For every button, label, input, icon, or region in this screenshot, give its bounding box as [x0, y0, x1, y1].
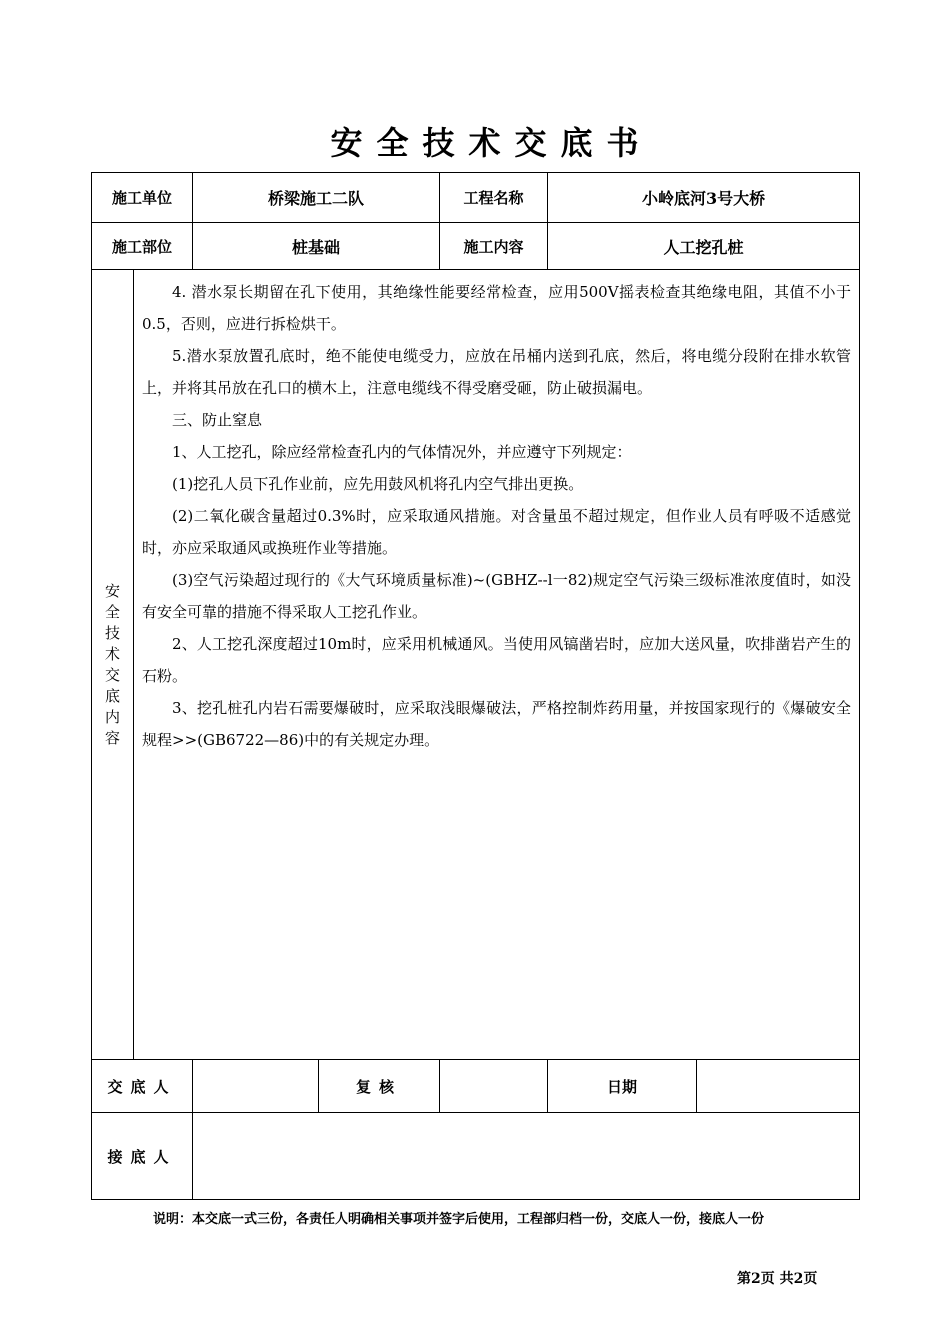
paragraph: 5.潜水泵放置孔底时，绝不能使电缆受力，应放在吊桶内送到孔底，然后，将电缆分段附在排水软管上，并将其吊放在孔口的横木上，注意电缆线不得受磨受砸，防止破损漏电。: [142, 347, 852, 397]
paragraph: (1)挖孔人员下孔作业前，应先用鼓风机将孔内空气排出更换。: [172, 475, 584, 493]
paragraph: (2)二氧化碳含量超过0.3%时，应采取通风措施。对含量虽不超过规定，但作业人员有呼吸不适感觉时，亦应采取通风或换班作业等措施。: [142, 507, 852, 557]
receiver-row: [92, 1113, 860, 1200]
review-signature-field[interactable]: [440, 1060, 548, 1113]
signature-row: [92, 1060, 860, 1113]
receiver-label: 接底人: [92, 1113, 193, 1200]
paragraph: 3、挖孔桩孔内岩石需要爆破时，应采取浅眼爆破法，严格控制炸药用量，并按国家现行的《爆破安全规程>>(GB6722—86)中的有关规定办理。: [142, 699, 852, 749]
review-label: 复核: [319, 1060, 440, 1113]
section-heading: 三、防止窒息: [172, 411, 263, 429]
date-field[interactable]: [697, 1060, 860, 1113]
paragraph: 2、人工挖孔深度超过10m时，应采用机械通风。当使用风镐凿岩时，应加大送风量，吹排凿岩产生的石粉。: [142, 635, 852, 685]
project-value: 小岭底河3号大桥: [548, 173, 860, 223]
content-row: [92, 270, 860, 1060]
paragraph: (3)空气污染超过现行的《大气环境质量标准)~(GBHZ--l一82)规定空气污染三级标准浓度值时，如没有安全可靠的措施不得采取人工挖孔作业。: [142, 571, 852, 621]
unit-label: 施工单位: [92, 173, 193, 223]
part-label: 施工部位: [92, 223, 193, 270]
date-label: 日期: [548, 1060, 697, 1113]
document-title: 安全技术交底书: [330, 124, 653, 162]
disclosure-content: [134, 270, 860, 1060]
unit-value: 桥梁施工二队: [193, 173, 440, 223]
footnote: 说明：本交底一式三份，各责任人明确相关事项并签字后使用，工程部归档一份，交底人一份，接底人一份: [153, 1212, 765, 1227]
part-value: 桩基础: [193, 223, 440, 270]
disclosure-table: [91, 172, 860, 1200]
paragraph: 1、人工挖孔，除应经常检查孔内的气体情况外，并应遵守下列规定：: [172, 443, 632, 461]
paragraph: 4. 潜水泵长期留在孔下使用，其绝缘性能要经常检查，应用500V摇表检查其绝缘电阻，其值不小于0.5，否则，应进行拆检烘干。: [142, 283, 852, 333]
content-label: 施工内容: [440, 223, 548, 270]
project-label: 工程名称: [440, 173, 548, 223]
page-number: 第2页 共2页: [737, 1271, 818, 1287]
discloser-signature-field[interactable]: [193, 1060, 319, 1113]
header-row-2: [92, 223, 860, 270]
content-value: 人工挖孔桩: [548, 223, 860, 270]
side-label: 安 全 技 术 交 底 内 容: [92, 270, 134, 1060]
receiver-signature-field[interactable]: [193, 1113, 860, 1200]
header-row-1: [92, 173, 860, 223]
discloser-label: 交底人: [92, 1060, 193, 1113]
